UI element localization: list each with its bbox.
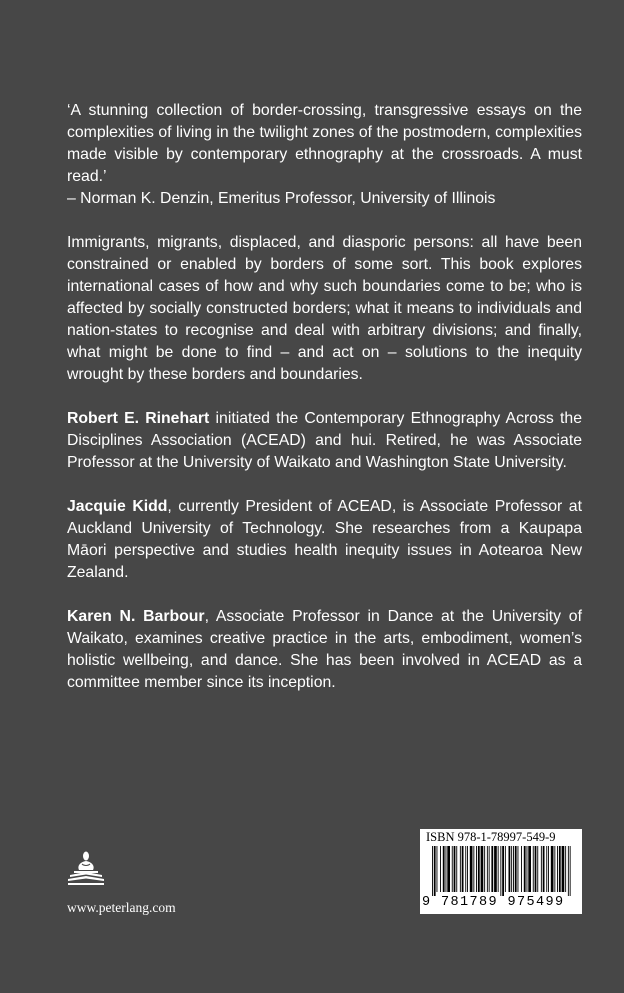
barcode-bar: [502, 846, 504, 896]
barcode-bar: [473, 846, 474, 892]
barcode-bar: [565, 846, 566, 892]
barcode-bar: [456, 846, 457, 892]
barcode-bar: [462, 846, 464, 892]
barcode-bar: [568, 846, 569, 896]
barcode-bar: [557, 846, 558, 892]
barcode-bar: [447, 846, 450, 892]
barcode-bar: [548, 846, 549, 892]
barcode-bar: [478, 846, 480, 892]
barcode-bar: [481, 846, 484, 892]
editor-name: Jacquie Kidd: [67, 498, 168, 515]
editor-bio-text: initiated the Contemporary Ethnography Across the Disciplines Association (ACEAD) and hui. Retired, he was Associate Professor at the University of Waikato and Washington State University.: [67, 410, 582, 471]
barcode-digits: 9 781789 975499: [422, 895, 565, 910]
barcode-bar: [452, 846, 453, 892]
publisher-logo: [66, 850, 206, 890]
barcode-bar: [521, 846, 522, 892]
barcode-bar: [505, 846, 506, 892]
barcode-bar: [489, 846, 490, 892]
barcode-bar: [511, 846, 512, 892]
barcode-bar: [546, 846, 547, 892]
barcode-bar: [465, 846, 466, 892]
barcode-bar: [554, 846, 555, 892]
editor-bio-text: , currently President of ACEAD, is Associate Professor at Auckland University of Technology. She researches from a Kaupapa Māori perspective and studies health inequity issues in Aotearoa New Zealand.: [67, 498, 582, 581]
barcode-bar: [440, 846, 441, 892]
barcode-bar: [476, 846, 477, 892]
barcode-bar: [434, 846, 436, 896]
barcode-bar: [454, 846, 456, 892]
barcode-bars: [432, 846, 572, 896]
barcode-bar: [509, 846, 511, 892]
barcode-bar: [528, 846, 531, 892]
barcode-bar: [515, 846, 517, 892]
isbn-label: ISBN 978-1-78997-549-9: [426, 830, 556, 844]
barcode-bar: [543, 846, 545, 892]
editor-bio-barbour: [67, 606, 582, 694]
isbn-barcode: [420, 829, 582, 914]
back-cover-text: [67, 100, 582, 694]
editor-bio-kidd: [67, 496, 582, 584]
barcode-bar: [559, 846, 561, 892]
barcode-bar: [524, 846, 526, 892]
editor-name: Karen N. Barbour: [67, 608, 205, 625]
barcode-bar: [562, 846, 565, 892]
editor-bio-rinehart: [67, 408, 582, 474]
barcode-bar: [551, 846, 554, 892]
barcode-bar: [570, 846, 571, 896]
barcode-bar: [527, 846, 528, 892]
barcode-bar: [537, 846, 538, 892]
barcode-bar: [533, 846, 534, 892]
barcode-bar: [484, 846, 485, 892]
barcode-bar: [535, 846, 537, 892]
barcode-bar: [446, 846, 447, 892]
barcode-bar: [541, 846, 542, 892]
barcode-bar: [500, 846, 501, 896]
barcode-bar: [494, 846, 497, 892]
barcode-bar: [487, 846, 488, 892]
barcode-bar: [467, 846, 468, 892]
book-description: Immigrants, migrants, displaced, and diasporic persons: all have been constrained or enabled by borders of some sort. This book explores international cases of how and why such boundaries come to be; who is affected by socially constructed borders; what it means to individuals and nation-states to recognise and deal with arbitrary divisions; and finally, what might be done to find – and act on – solutions to the inequity wrought by these borders and boundaries.: [67, 234, 582, 383]
barcode-bar: [491, 846, 493, 892]
peter-lang-logo-icon: [66, 850, 106, 890]
barcode-bar: [432, 846, 433, 896]
editor-name: Robert E. Rinehart: [67, 410, 210, 427]
review-attribution: – Norman K. Denzin, Emeritus Professor, University of Illinois: [67, 190, 496, 207]
barcode-bar: [437, 846, 438, 892]
barcode-bar: [443, 846, 445, 892]
barcode-bar: [518, 846, 519, 892]
review-quote: ‘A stunning collection of border-crossing, transgressive essays on the complexities of living in the twilight zones of the postmodern, complexities made visible by contemporary ethnography at the crossroads. A must read.’: [67, 102, 582, 185]
barcode-bar: [470, 846, 473, 892]
publisher-website: www.peterlang.com: [67, 900, 176, 915]
barcode-bar: [460, 846, 461, 892]
editor-bio-text: , Associate Professor in Dance at the University of Waikato, examines creative practice in the arts, embodiment, women’s holistic wellbeing, and dance. She has been involved in ACEAD as a committee member since its inception.: [67, 608, 582, 691]
barcode-bar: [513, 846, 514, 892]
barcode-bar: [498, 846, 499, 892]
